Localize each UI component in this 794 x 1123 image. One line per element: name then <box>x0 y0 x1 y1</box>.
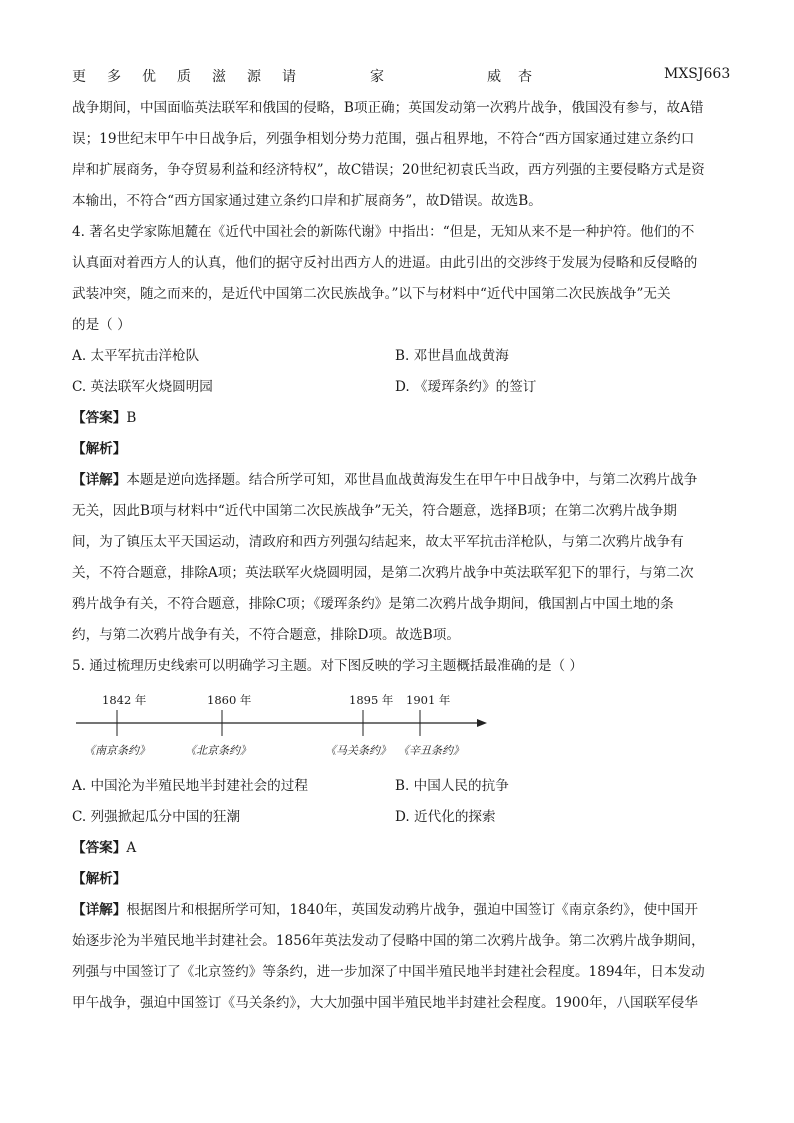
header-char: 家 <box>370 69 384 85</box>
timeline-figure <box>72 690 502 760</box>
timeline-treaty: 《辛丑条约》 <box>398 744 464 757</box>
timeline-treaty: 《马关条约》 <box>325 744 391 757</box>
q4-option-d: D. 《瑷珲条约》的签订 <box>395 379 537 395</box>
text-line: 间，为了镇压太平天国运动，清政府和西方列强勾结起来，故太平军抗击洋枪队，与第二次鸦片战争有 <box>72 534 684 550</box>
q5-option-a: A. 中国沦为半殖民地半封建社会的过程 <box>72 778 308 794</box>
text-line: 关，不符合题意，排除A项；英法联军火烧圆明园，是第二次鸦片战争中英法联军犯下的罪行，与第二次 <box>72 565 694 581</box>
timeline-treaty: 《北京条约》 <box>185 744 251 757</box>
q5-analysis-label: 【解析】 <box>72 871 127 887</box>
page-header <box>72 66 731 86</box>
text-line: 鸦片战争有关，不符合题意，排除C项；《瑷珲条约》是第二次鸦片战争期间，俄国割占中国土地的条 <box>72 596 674 612</box>
header-code: MXSJ663 <box>664 66 731 82</box>
text-line: 始逐步沦为半殖民地半封建社会。1856年英法发动了侵略中国的第二次鸦片战争。第二次鸦片战争期间， <box>72 933 705 949</box>
timeline-arrow-icon <box>477 719 487 727</box>
header-char: 优 <box>142 69 156 85</box>
q5-option-c: C. 列强掀起瓜分中国的狂潮 <box>72 809 241 825</box>
header-char: 滋 <box>212 69 226 85</box>
text-line: 约，与第二次鸦片战争有关，不符合题意，排除D项。故选B项。 <box>72 627 460 643</box>
q4-option-a: A. 太平军抗击洋枪队 <box>72 348 200 364</box>
header-char: 威 <box>487 69 501 85</box>
answer-value: B <box>126 410 137 426</box>
text-line: 的是（ ） <box>72 317 131 333</box>
q4-option-b: B. 邓世昌血战黄海 <box>395 348 509 364</box>
q4-option-c: C. 英法联军火烧圆明园 <box>72 379 213 395</box>
detail-label: 【详解】 <box>72 902 127 918</box>
header-char: 多 <box>107 69 121 85</box>
q5-detail <box>72 901 698 919</box>
q5-answer <box>72 839 136 857</box>
text-line: 本输出，不符合“西方国家通过建立条约口岸和扩展商务”，故D错误。故选B。 <box>72 193 542 209</box>
text-line: 认真面对着西方人的认真，他们的据守反衬出西方人的进逼。由此引出的交涉终于发展为侵略和反侵略的 <box>72 255 698 271</box>
header-char: 杏 <box>518 69 532 85</box>
answer-value: A <box>126 840 137 856</box>
q4-analysis-label: 【解析】 <box>72 441 127 457</box>
timeline-year: 1901 年 <box>406 693 451 707</box>
answer-label: 【答案】 <box>72 410 127 426</box>
header-char: 质 <box>177 69 191 85</box>
detail-text: 本题是逆向选择题。结合所学可知，邓世昌血战黄海发生在甲午中日战争中，与第二次鸦片战争 <box>126 472 698 488</box>
text-line: 甲午战争，强迫中国签订《马关条约》，大大加强中国半殖民地半封建社会程度。1900年，八国联军侵华 <box>72 995 698 1011</box>
q4-answer <box>72 409 136 427</box>
header-char: 请 <box>282 69 296 85</box>
text-line: 列强与中国签订了《北京签约》等条约，进一步加深了中国半殖民地半封建社会程度。1894年，日本发动 <box>72 964 705 980</box>
text-line: 战争期间，中国面临英法联军和俄国的侵略，B项正确；英国发动第一次鸦片战争，俄国没有参与，故A错 <box>72 100 704 116</box>
timeline-year: 1842 年 <box>102 693 147 707</box>
timeline-treaty: 《南京条约》 <box>84 744 150 757</box>
header-char: 更 <box>72 69 86 85</box>
text-line: 误；19世纪末甲午中日战争后，列强争相划分势力范围，强占租界地，不符合“西方国家通过建立条约口 <box>72 131 695 147</box>
answer-label: 【答案】 <box>72 840 127 856</box>
timeline-year: 1860 年 <box>207 693 252 707</box>
question-4-stem: 4. 著名史学家陈旭麓在《近代中国社会的新陈代谢》中指出：“但是，无知从来不是一种护符。他们的不 <box>72 224 695 240</box>
header-char: 源 <box>247 69 261 85</box>
text-line: 无关，因此B项与材料中“近代中国第二次民族战争”无关，符合题意，选择B项；在第二次鸦片战争期 <box>72 503 677 519</box>
detail-text: 根据图片和根据所学可知，1840年，英国发动鸦片战争，强迫中国签订《南京条约》，使中国开 <box>126 902 698 918</box>
text-line: 武装冲突，随之而来的，是近代中国第二次民族战争。”以下与材料中“近代中国第二次民族战争”无关 <box>72 286 671 302</box>
detail-label: 【详解】 <box>72 472 127 488</box>
q4-detail <box>72 471 697 489</box>
q5-option-b: B. 中国人民的抗争 <box>395 778 509 794</box>
question-5-stem: 5. 通过梳理历史线索可以明确学习主题。对下图反映的学习主题概括最准确的是（ ） <box>72 658 583 674</box>
text-line: 岸和扩展商务，争夺贸易利益和经济特权”，故C错误；20世纪初袁氏当政，西方列强的主要侵略方式是资 <box>72 162 705 178</box>
q5-option-d: D. 近代化的探索 <box>395 809 496 825</box>
timeline-year: 1895 年 <box>349 693 394 707</box>
